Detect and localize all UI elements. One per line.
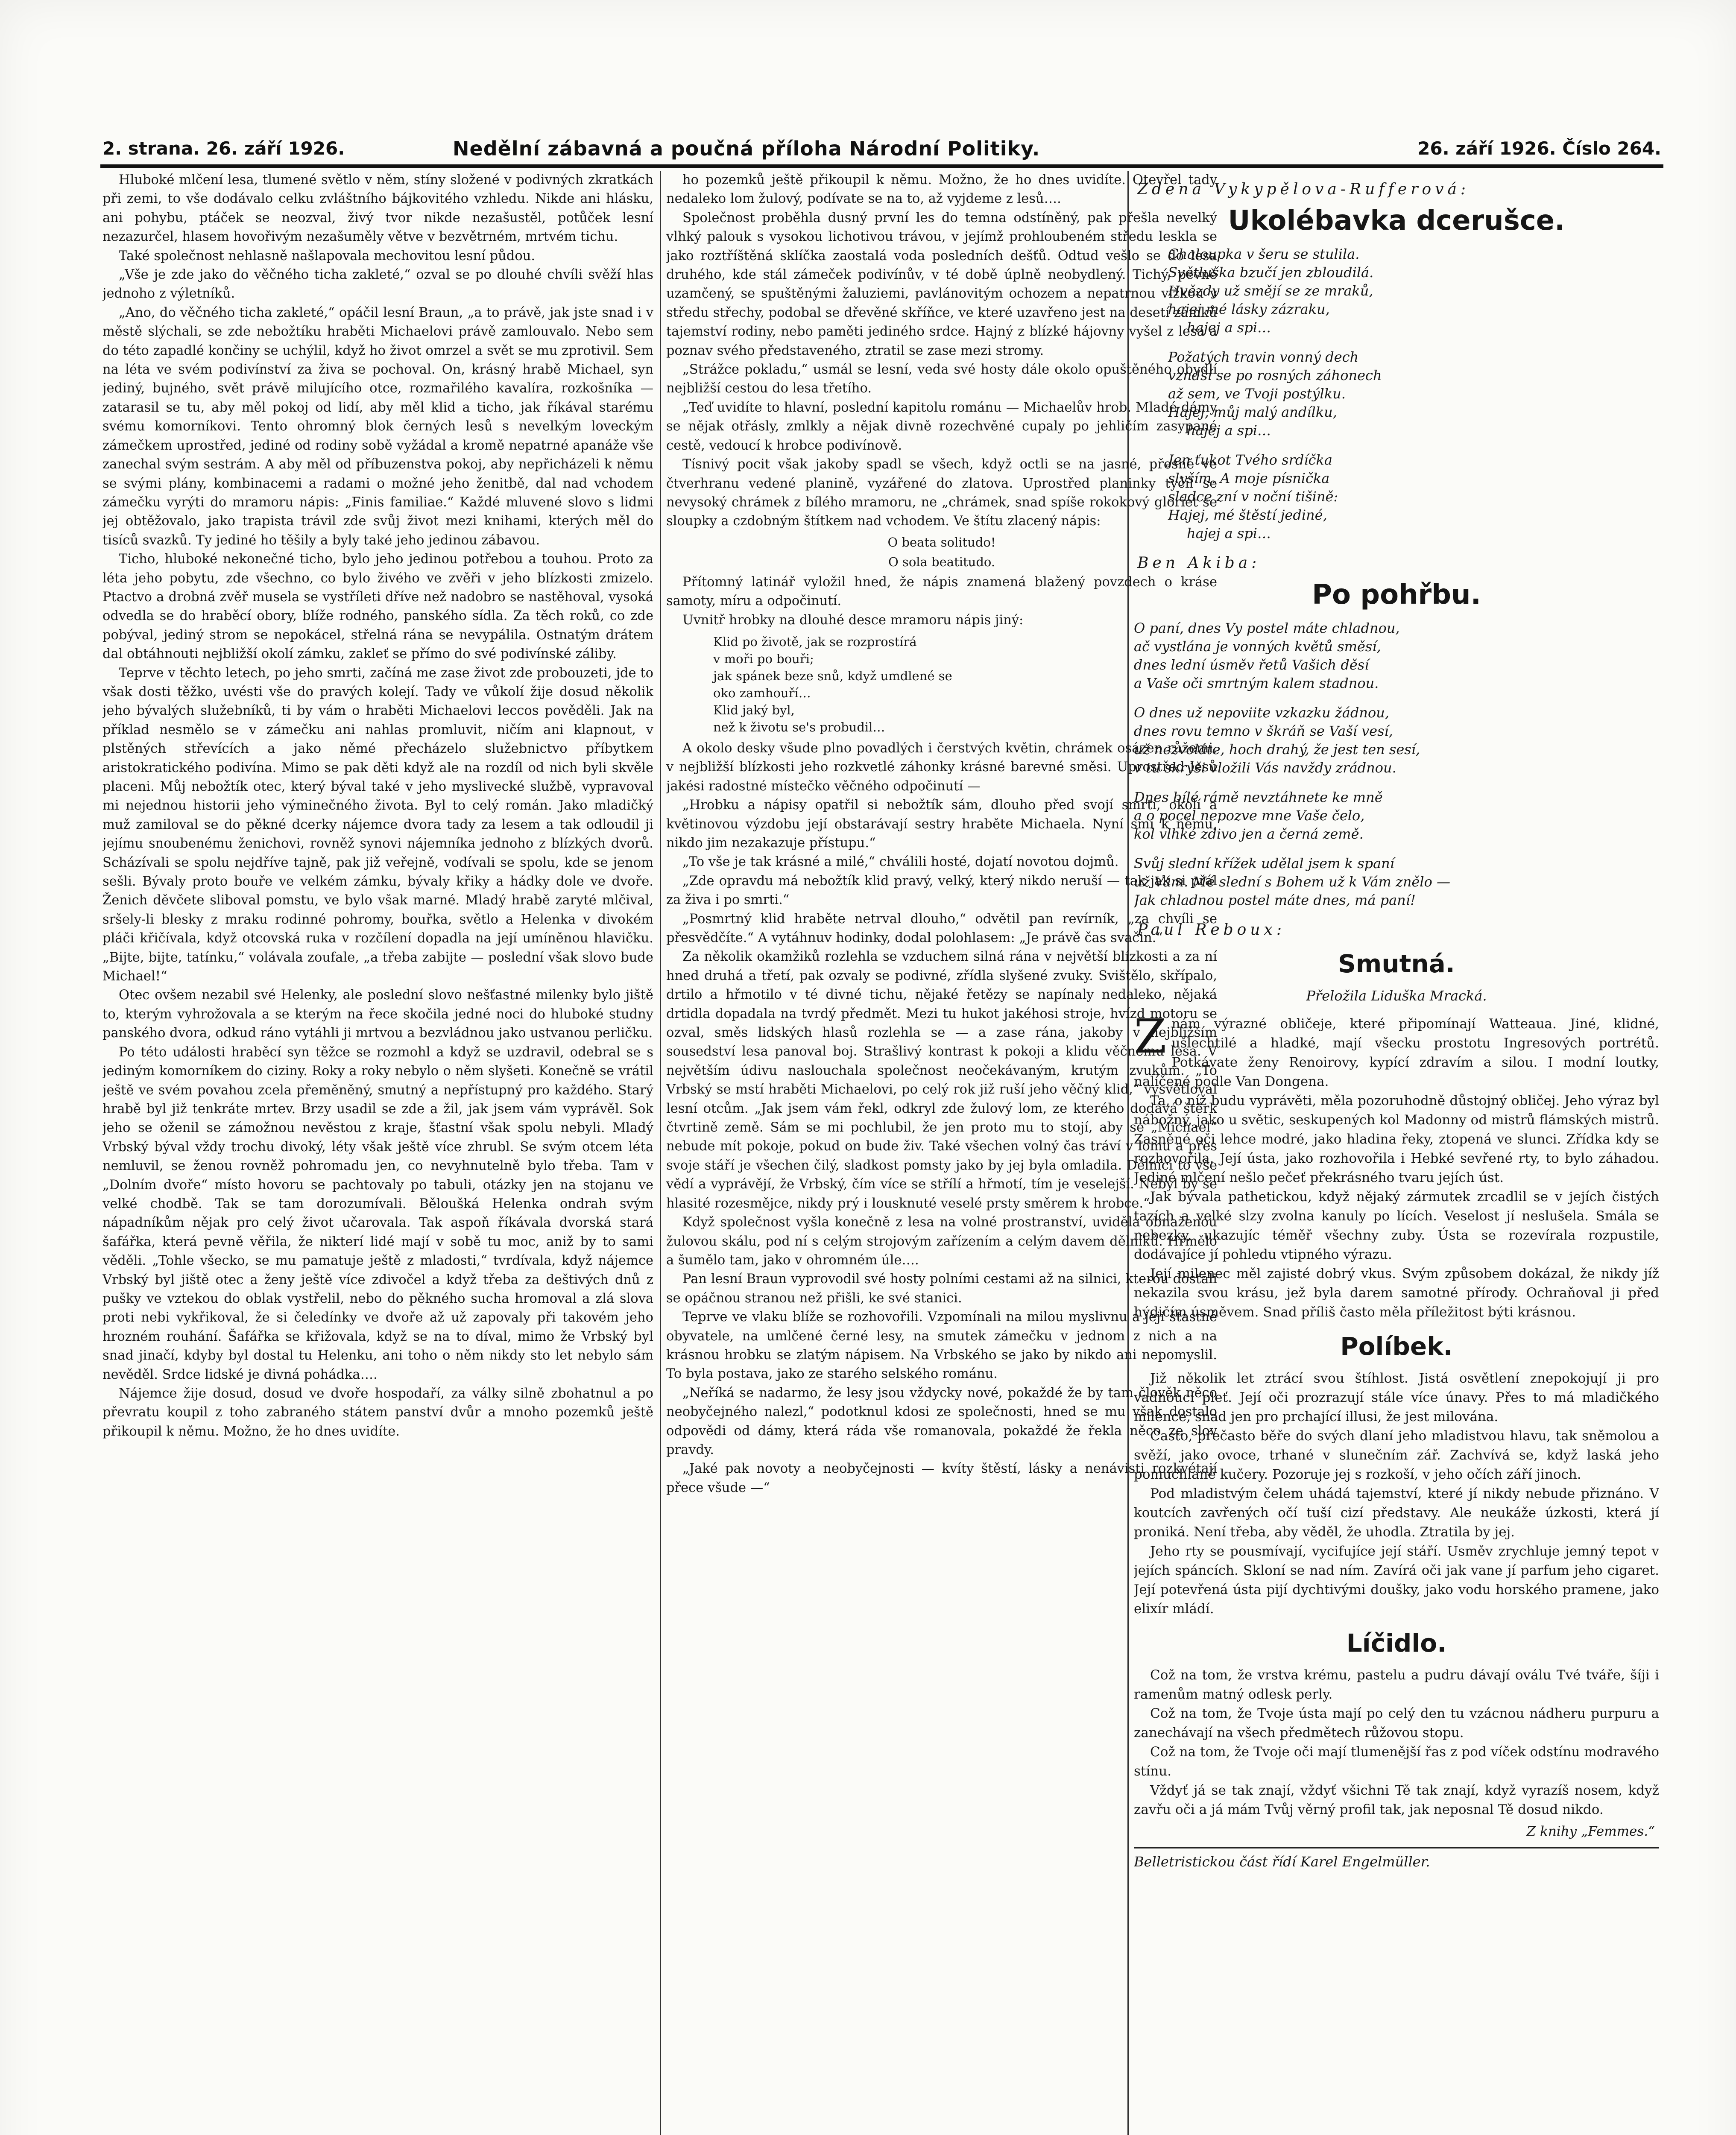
poem-line: sladce zní v noční tišině:	[1168, 488, 1338, 505]
poem-line: ač vystlána je vonných květů směsí,	[1134, 638, 1381, 655]
story-paragraph: „Jaké pak novoty a neobyčejnosti — kvíty štěstí, lásky a nenávisti rozkvétají přece všude —“	[666, 1461, 1217, 1495]
verse-line: než k životu se's probudil…	[713, 719, 885, 734]
poem-line: už nezvoláte, hoch drahý, že jest ten sesí,	[1134, 741, 1420, 757]
poem-line: už Vám. Mé slední s Bohem už k Vám znělo —	[1134, 873, 1451, 890]
running-head	[102, 136, 1661, 161]
translator-credit: Přeložila Liduška Mracká.	[1306, 988, 1487, 1004]
poem-line: Požatých travin vonný dech	[1168, 349, 1359, 366]
story-paragraph: Teprve v těchto letech, po jeho smrti, začíná me zase život zde probouzeti, jde to však dosti těžko, uvésti vše do pravých kolejí. Tady ve vůkolí žije dosud několik jeho bývalých služebníků, ti by vám o hraběti Michaelovi leccos pověděli. Jak na příklad nesmělo se v zámečku ani nahlas promluvit, ničím ani klapnout, v plstěných střevících a jako němé přecházelo služebnictvo příbytkem aristokratického podivína. Mimo se pak děti když ale na rozdíl od nich byli skvěle placeni. Můj nebožtík otec, který býval také v jeho myslivecké službě, vypravoval mi nejednou historii jeho výminečného života. Byl to celý román. Jako mladičký muž zamiloval se do pěkné dcerky nájemce dvora tady za lesem a tak odloudil ji jejímu snoubenému ženichovi, rovněž synovi nájemníka jednoho z blízkých dvorů. Scházívali se spolu nejdříve tajně, pak již veřejně, vodívali se spolu, kde se jenom sešli. Bývaly proto bouře ve velkém zámku, bývaly křiky a hádky dole ve dvoře. Ženich děvčete sliboval pomstu, ve bylo však marné. Mladý hrabě zaryté mlčival, sršely-li blesky z mraku rodinné pohromy, bouřka, světlo a Helenka v divokém pláči křičívala, když otcovská ruka v rozčílení dopadla na její umíněnou hlavičku. „Bijte, bijte, tatínku,“ volávala zoufale, „a třeba zabijte — poslední však slovo bude Michael!“	[102, 665, 653, 984]
story-paragraph: „Zde opravdu má nebožtík klid pravý, velký, který nikdo neruší — tak jak si přál za živa i po smrti.“	[666, 873, 1217, 908]
verse-line: v moři po bouři;	[713, 651, 814, 666]
poem-author: Zdena Vykypělova-Rufferová:	[1137, 181, 1470, 198]
literary-column	[1134, 171, 1659, 2135]
section-title: Líčidlo.	[1346, 1629, 1447, 1658]
poem-line: dnes lední úsměv řetů Vašich děsí	[1134, 656, 1369, 673]
footer-rule	[1134, 1847, 1659, 1848]
issue-date-number: 26. září 1926. Číslo 264.	[1417, 138, 1661, 159]
story-paragraph	[1134, 1009, 1659, 1091]
editor-credit: Belletristickou část řídí Karel Engelmüller.	[1134, 1853, 1430, 1870]
poem-stanza	[1134, 854, 1659, 910]
poem-line: Hajej, můj malý andílku,	[1168, 404, 1337, 421]
story-paragraph: Tísnivý pocit však jakoby spadl se všech, když octli se na jasné, přesně ve čtverhranu vedené planině, vyzářené do zlatova. Uprostřed planinky tyčil se nevysoký chrámek z bílého mramoru, ne „chrámek, snad spíše rokokový gloriet se sloupky a czdobným štítkem nad vchodem. Ve štítu zlacený nápis:	[666, 457, 1217, 529]
story-paragraph: Také společnost nehlasně našlapovala mechovitou lesní půdou.	[119, 248, 536, 263]
poem-line: Hvězdy už smějí se ze mraků,	[1168, 283, 1373, 299]
story-paragraph: Její milenec měl zajisté dobrý vkus. Svým způsobem dokázal, že nikdy jíž nekazila svou krásu, jež byla darem samotné přírody. Ochraňoval ji před hýdičím úsměvem. Snad příliš často měla příležitost býti krásnou.	[1134, 1266, 1659, 1320]
tomb-inscription-line: O beata solitudo!	[887, 535, 996, 550]
poem-stanza	[1168, 245, 1659, 337]
verse-line: jak spánek beze snů, když umdlené se	[713, 668, 952, 683]
poem-line: hajej mé lásky zázraku,	[1168, 301, 1330, 318]
drop-cap: Z	[1134, 1009, 1167, 1064]
poem-title: Po pohřbu.	[1312, 579, 1481, 611]
story-paragraph: Často, přečasto běře do svých dlaní jeho mladistvou hlavu, tak sněmolou a svěží, jako ovoce, trhané v slunečním zář. Zachvívá se, když laská jeho pomuchlané kučery. Pozoruje jej s rozkoší, v jeho očích září jinoch.	[1134, 1428, 1659, 1483]
verse-line: oko zamhouří…	[713, 685, 811, 700]
story-paragraph: Což na tom, že vrstva krému, pastelu a pudru dávají oválu Tvé tváře, šíji i ramenům matný odlesk perly.	[1134, 1667, 1659, 1702]
story-paragraph: Za několik okamžiků rozlehla se vzduchem silná rána v největší blízkosti a za ní hned druhá a třetí, pak ozvaly se podivné, zřídla slyšené zvuky. Svištělo, skřípalo, drtilo a hřmotilo v té divné tichu, nějaké řetězy se napínaly nedaleko, nějaká drtidla dopadala na tvrdý předmět. Mezi tu hukot jakéhosi stroje, hvízd motoru se ozval, směs lidských hlasů rozlehla se — a zase rána, jakoby v nejbližším sousedství lesa panoval boj. Strašlivý kontrast k pokoji a klidu věčnému lesa. V největším údivu naslouchala společnost neočekávaným, krutým zvukům. „To Vrbský se mstí hraběti Michaelovi, po celý rok již ruší jeho věčný klid,“ vysvětloval lesní otcům. „Jak jsem vám řekl, odkryl zde žulový lom, ze kterého dodává štěrk čtvrtině země. Sám se mi pochlubil, že jen proto mu to stojí, aby se „Michael“ nebude mít pokoje, pokud on bude živ. Také všechen volný čas tráví v lomu a přes svoje stáří je všechen čilý, sladkost pomsty jako by jej byla omladila. Dělníci to vše vědí a vyprávějí, že Vrbský, čím více se střílí a hřmotí, tím je veselejší. Nebyl by se hlasité rozesmějce, nikdy prý i lousknuté veselé prsty směrem k hrobce.“	[666, 949, 1217, 1211]
column-divider	[660, 171, 661, 2135]
story-paragraph: Ta, o níž budu vyprávěti, měla pozoruhodně důstojný obličej. Jeho výraz byl nábožný, jako u světic, seskupených kol Madonny od mistrů flámských mistrů. Zasněné oči lehce modré, jako hladina řeky, ztopená ve slunci. Zřídka kdy se rozhovořila. Její ústa, jako rozhovořila i Hebké sevřené rty, to bylo záhadou. Jediné mlčení nešlo pečeť překrásného tvaru jejích úst.	[1134, 1093, 1659, 1186]
story-paragraph: „Neříká se nadarmo, že lesy jsou vždycky nové, pokaždé že by tam člověk něco neobyčejného nalezl,“ podotknul kdosi ze společnosti, hned se mu však dostalo odpovědi od dámy, která ráda vše romanovala, pokaždé že řekla něco ze slov pravdy.	[666, 1385, 1217, 1457]
poem-stanza	[1134, 788, 1659, 843]
poem-line: a o pocel nepozve mne Vaše čelo,	[1134, 807, 1365, 824]
section-title: Políbek.	[1340, 1332, 1453, 1361]
story-paragraph: „Hrobku a nápisy opatřil si nebožtík sám, dlouho před svojí smrtí, okolí a květinovou výzdobu její obstarávají sestry hraběte Michaela. Nyní smí k němu, nikdo jim nezakazuje přístupu.“	[666, 798, 1217, 851]
verse-line: Klid jaký byl,	[713, 702, 795, 717]
poem-line: O dnes už nepoviite vzkazku žádnou,	[1134, 704, 1389, 721]
story-paragraph: „Vše je zde jako do věčného ticha zakleté,“ ozval se po dlouhé chvíli svěží hlas jednoho z výletníků.	[102, 267, 653, 301]
story-paragraph: Ticho, hluboké nekonečné ticho, bylo jeho jedinou potřebou a touhou. Proto za léta jeho pobytu, zde všechno, co bylo živého ve zvěři v jeho blízkosti zmizelo. Ptactvo a drobná zvěř musela se vystříleti dříve než nadobro se nastěhoval, vysoká odvedla se do hraběcí obory, blíže rodného, panského sídla. Za těch roků, co zde pobýval, jediný strom se nepokácel, střelná rána se nevypálila. Ostnatým drátem dal obtáhnouti nejbližší okolí zámku, zakleť se přímo do své podivínské záliby.	[102, 552, 653, 662]
poem-line: kol vlhké zdivo jen a černá země.	[1134, 825, 1364, 842]
supplement-title: Nedělní zábavná a poučná příloha Národní Politiky.	[453, 137, 1040, 160]
story-paragraph: Vždyť já se tak znají, vždyť všichni Tě tak znají, když vyrazíš nosem, když zavřu oči a já mám Tvůj věrný profil tak, jak neposnal Tě dosud nikdo.	[1134, 1783, 1659, 1818]
poem-stanza	[1168, 348, 1659, 440]
poem-stanza	[1134, 704, 1659, 777]
source-signature: Z knihy „Femmes.“	[1526, 1824, 1655, 1840]
poem-line: Dnes bílé rámě nevztáhnete ke mně	[1134, 789, 1383, 805]
poem-line: v tu skrýši vložili Vás navždy zrádnou.	[1134, 759, 1396, 776]
poem-line: Svůj slední křížek udělal jsem k spaní	[1134, 855, 1395, 872]
story-paragraph: Což na tom, že Tvoje oči mají tlumenější řas z pod víček odstínu modravého stínu.	[1134, 1744, 1659, 1779]
story-paragraph: Po této události hraběcí syn těžce se rozmohl a když se uzdravil, odebral se s jediným komorníkem do ciziny. Roky a roky nebylo o něm slyšeti. Konečně se vrátil ještě ve svém povahou zcela přeměněný, smutný a nepřístupný pro každého. Starý hrabě byl již tenkráte mrtev. Brzy usadil se zde a žil, jak jsem vám vyprávěl. Sok jeho se oženil se zámožnou nevěstou z kraje, šťastní však spolu nebyli. Mladý Vrbský býval vždy trochu divoký, léty však ještě více zhrubl. Se svým otcem léta nemluvil, se ženou rovněž pohromadu jen, co nevyhnutelně bylo třeba. Tam v „Dolním dvoře“ místo hovoru se pachtovaly po tabuli, otázky jen na stojanu ve velké chodbě. Tak se tam dorozumívali. Běloušká Helenka ondrah svým nápadníkům nějak pro celý život učarovala. Tak aspoň říkávala dvorská stará šafářka, která pevně věřila, že nikterí lidé mají v sobě tu moc, aniž by to sami věděli. „Tohle všecko, se mu pamatuje ještě z mladosti,“ tvrdívala, když nájemce Vrbský byl jiště otec a ženy ještě více zdivočel a když třeba za deštivých dnů z pušky ve vztekou do oblak vystřelil, nebo do pěkného sucha hromoval a zlá slova proti nebi vykřikoval, že si čeledínky ve dvoře až už zapovaly při takovém jeho hrozném rouhání. Šafářka se křižovala, když se na to díval, mimo že Vrbský byl snad jinačí, kdyby byl dostal tu Helenku, ani toho o něm nikdy sto let nebylo sám nevěděl. Srdce lidské je divná pohádka….	[102, 1044, 653, 1382]
poem-line: hajej a spi…	[1187, 525, 1271, 542]
poem-line: slyším. A moje písnička	[1168, 470, 1330, 487]
story-paragraph: „Teď uvidíte to hlavní, poslední kapitolu románu — Michaelův hrob. Mladé dámy se nějak otřásly, zmlkly a nějak divně rozechvěné cupaly po jehličím zasypané cestě, vedoucí k hrobce podivínově.	[666, 400, 1217, 453]
poem-line: O paní, dnes Vy postel máte chladnou,	[1134, 620, 1400, 636]
story-paragraph: Přítomný latinář vyložil hned, že nápis znamená blažený povzdech o kráse samoty, míru a odpočinutí.	[666, 574, 1217, 609]
header-rule	[100, 164, 1663, 168]
story-paragraph: Jak bývala pathetickou, když nějaký zármutek zrcadlil se v jejích čistých tazích a velké slzy zvolna kanuly po lících. Veselost jí neslušela. Smála se nebezky, ukazujíc téměř všechny zuby. Ústa se rozevírala rozpustile, dodávajíce jí pohledu vtipného výrazu.	[1134, 1189, 1659, 1263]
poem-line: a Vaše oči smrtným kalem stadnou.	[1134, 675, 1379, 691]
tomb-inscription-line: O sola beatitudo.	[888, 554, 995, 569]
story-paragraph: A okolo desky všude plno povadlých i čerstvých květin, chrámek osázen růžemi, v nejbližší blízkosti jeho rozkvetlé záhonky krásné barevné směsi. Uprostřed lesů jakési radostné místečko věčného odpočinutí —	[666, 740, 1217, 794]
verse-line: Klid po životě, jak se rozprostírá	[713, 634, 917, 649]
story-paragraph: Pan lesní Braun vyprovodil své hosty polními cestami až na silnici, kterou dostali se opáčnou stranou než přišli, ke své stanici.	[666, 1272, 1217, 1306]
story-paragraph: Již několik let ztrácí svou štíhlost. Jistá osvětlení znepokojují ji pro vadnoucí pleť. Její oči prozrazují stále více únavy. Přes to má mladičkého milence, snad jen pro prchající illusi, že jest milována.	[1134, 1371, 1659, 1425]
story-paragraph: Jeho rty se pousmívají, vycifujíce její stáří. Usměv zrychluje jemný tepot v jejích spáncích. Skloní se nad ním. Zavírá oči jak vane jí parfum jeho cigaret. Její potevřená ústa pijí dychtivými doušky, jako vodu horského pramene, jako elixír mládí.	[1134, 1544, 1659, 1617]
story-column-1	[102, 171, 653, 2135]
story-author: Paul Reboux:	[1137, 921, 1285, 939]
poem-line: Jak chladnou postel máte dnes, má paní!	[1134, 892, 1416, 908]
story-paragraph: ho pozemků ještě přikoupil k němu. Možno, že ho dnes uvidíte. Otevřel tady nedaleko lom žulový, podívate se na to, až vyjdeme z lesů….	[666, 173, 1217, 207]
poem-line: vzndší se po rosných záhonech	[1168, 367, 1382, 384]
story-paragraph-text: nám výrazné obličeje, které připomínají Watteaua. Jiné, klidné, ušlechtilé a hladké, mají všecku prostotu Ingresových portrétů. Potkávate ženy Renoirovy, kypící zdravím a silou. I modní loutky, nalíčené podle Van Dongena.	[1134, 1016, 1659, 1090]
story-paragraph: Společnost proběhla dusný první les do temna odstíněný, pak přešla nevelký vlhký palouk s vysokou lichotivou trávou, v jejímž prohloubeném středu leskla se jako roztříštěná sklíčka zaostalá voda posledních dešťů. Odtud vešlo se do lesa druhého, kde stál zámeček podivínův, v té době úplně neobydlený. Tichý, pevně uzamčený, se spuštěnými žaluziemi, pavlánovitým ochozem a nepatrnou vížkou v středu střechy, podobal se dřevěné skříňce, ve které uzavřeno jest na desetí zámků tajemství rodiny, nebo paměti jediného srdce. Hajný z blízké hájovny vyšel z lesa a poznav svého představeného, ztratil se zase mezi stromy.	[666, 210, 1217, 358]
story-paragraph: Otec ovšem nezabil své Helenky, ale poslední slovo nešťastné milenky bylo jiště to, kterým vyhrožovala a se kterým na řece skočila jedné noci do hluboké studny panského dvora, odkud ráno vytáhli ji mrtvou a bezvládnou jako ustvanou perličku.	[102, 988, 653, 1041]
story-paragraph: Teprve ve vlaku blíže se rozhovořili. Vzpomínali na milou myslivnu a její šťastné obyvatele, na umlčené černé lesy, na smutek zámečku v jednom z nich a na krásnou hrobku se zlatým nápisem. Na Vrbského se jako by nikdo ani nepomyslil. To byla postava, jako ze starého selského románu.	[666, 1310, 1217, 1382]
poem-title: Ukolébavka dcerušce.	[1228, 205, 1565, 237]
story-paragraph: Hluboké mlčení lesa, tlumené světlo v něm, stíny složené v podivných zkratkách při zemi, to vše dodávalo celku zvláštního bájkovitého vzhledu. Nikde ani hlásku, ani pohybu, ptáček se neozval, živý tvor nikde nezašustěl, potůček lesní nezazurčel, hlasem hovořivým nezašuměly větve v bezvětrném, mrtvém tichu.	[102, 173, 653, 245]
poem-line: dnes rovu temno v škráň se Vaší vesí,	[1134, 722, 1393, 739]
story-paragraph: „Strážce pokladu,“ usmál se lesní, veda své hosty dále okolo opuštěného obydlí nejbližší cestou do lesa třetího.	[666, 362, 1217, 396]
poem-line: Světluška bzučí jen zbloudilá.	[1168, 264, 1374, 281]
story-paragraph: Když společnost vyšla konečně z lesa na volné prostranství, uviděla obnaženou žulovou skálu, pod ní s celým strojovým zařízením a celým davem dělníků. Hřmělo a šumělo tam, jako v ohromném úle….	[666, 1215, 1217, 1268]
poem-stanza	[1134, 619, 1659, 693]
poem-stanza	[1168, 451, 1659, 543]
story-paragraph: Což na tom, že Tvoje ústa mají po celý den tu vzácnou nádheru purpuru a zanechávají na všech předmětech růžovou stopu.	[1134, 1706, 1659, 1741]
story-paragraph: „Ano, do věčného ticha zakleté,“ opáčil lesní Braun, „a to právě, jak jste snad i v městě slýchali, se zde nebožtíku hraběti Michaelovi právě zamlouvalo. Nebo sem do této zapadlé končiny se uchýlil, když ho život omrzel a svět se mu zprotivil. Sem na léta ve svém podivínství za živa se pochoval. On, krásný hrabě Michael, syn jediný, bujného, svět právě milujícího otce, rozmařilého kavalíra, rozkošníka — zatarasil se tu, aby měl pokoj od lidí, aby měl klid a ticho, jak říkával starému svému komorníkovi. Tento ohromný blok černých lesů s nevelkým loveckým zámečkem uprostřed, jediné od rodiny sobě vyžádal a kromě nepatrné apanáže vše zanechal svým sestrám. A aby měl od příbuzenstva pokoj, aby nepřicházeli k němu se svými plány, kombinacemi a radami o možné jeho ženitbě, dal nad vchodem zámečku vyrýti do mramoru nápis: „Finis familiae.“ Každé mluvené slovo s lidmi jej obtěžovalo, jako trapista trávil zde svůj život mezi knihami, kterých měl do tisíců svazků. Ty jediné ho těšily a byly také jeho jedinou zábavou.	[102, 305, 653, 548]
poem-line: hajej a spi…	[1187, 422, 1271, 439]
story-paragraph: „Posmrtný klid hraběte netrval dlouho,“ odvětil pan revírník, „za chvíli se přesvědčíte.“ A vytáhnuv hodinky, dodal polohlasem: „Je právě čas svačin.“	[666, 911, 1217, 945]
poem-line: Hajej, mé štěstí jediné,	[1168, 507, 1327, 524]
poem-line: Jen ťukot Tvého srdíčka	[1168, 452, 1332, 468]
page-number-date: 2. strana. 26. září 1926.	[102, 138, 345, 159]
story-paragraph: Uvnitř hrobky na dlouhé desce mramoru nápis jiný:	[682, 612, 1024, 628]
story-paragraph: Pod mladistvým čelem uhádá tajemství, které jí nikdy nebude přiznáno. V koutcích zavřených očí tuší cizí představy. Ale neukáže úzkosti, která jí proniká. Není třeba, aby věděl, že uhodla. Ztratila by jej.	[1134, 1486, 1659, 1540]
story-paragraph: Nájemce žije dosud, dosud ve dvoře hospodaří, za války silně zbohatnul a po převratu koupil z toho zabraného státem panství dvůr a mnoho pozemků ještě přikoupil k němu. Možno, že ho dnes uvidíte.	[102, 1386, 653, 1439]
poem-line: hajej a spi…	[1187, 319, 1271, 336]
story-title: Smutná.	[1338, 949, 1455, 979]
poem-author: Ben Akiba:	[1137, 554, 1261, 572]
story-paragraph: „To vše je tak krásné a milé,“ chválili hosté, dojatí novotou dojmů.	[682, 854, 1119, 870]
poem-line: Chaloupka v šeru se stulila.	[1168, 246, 1360, 263]
poem-line: až sem, ve Tvoji postýlku.	[1168, 386, 1346, 402]
